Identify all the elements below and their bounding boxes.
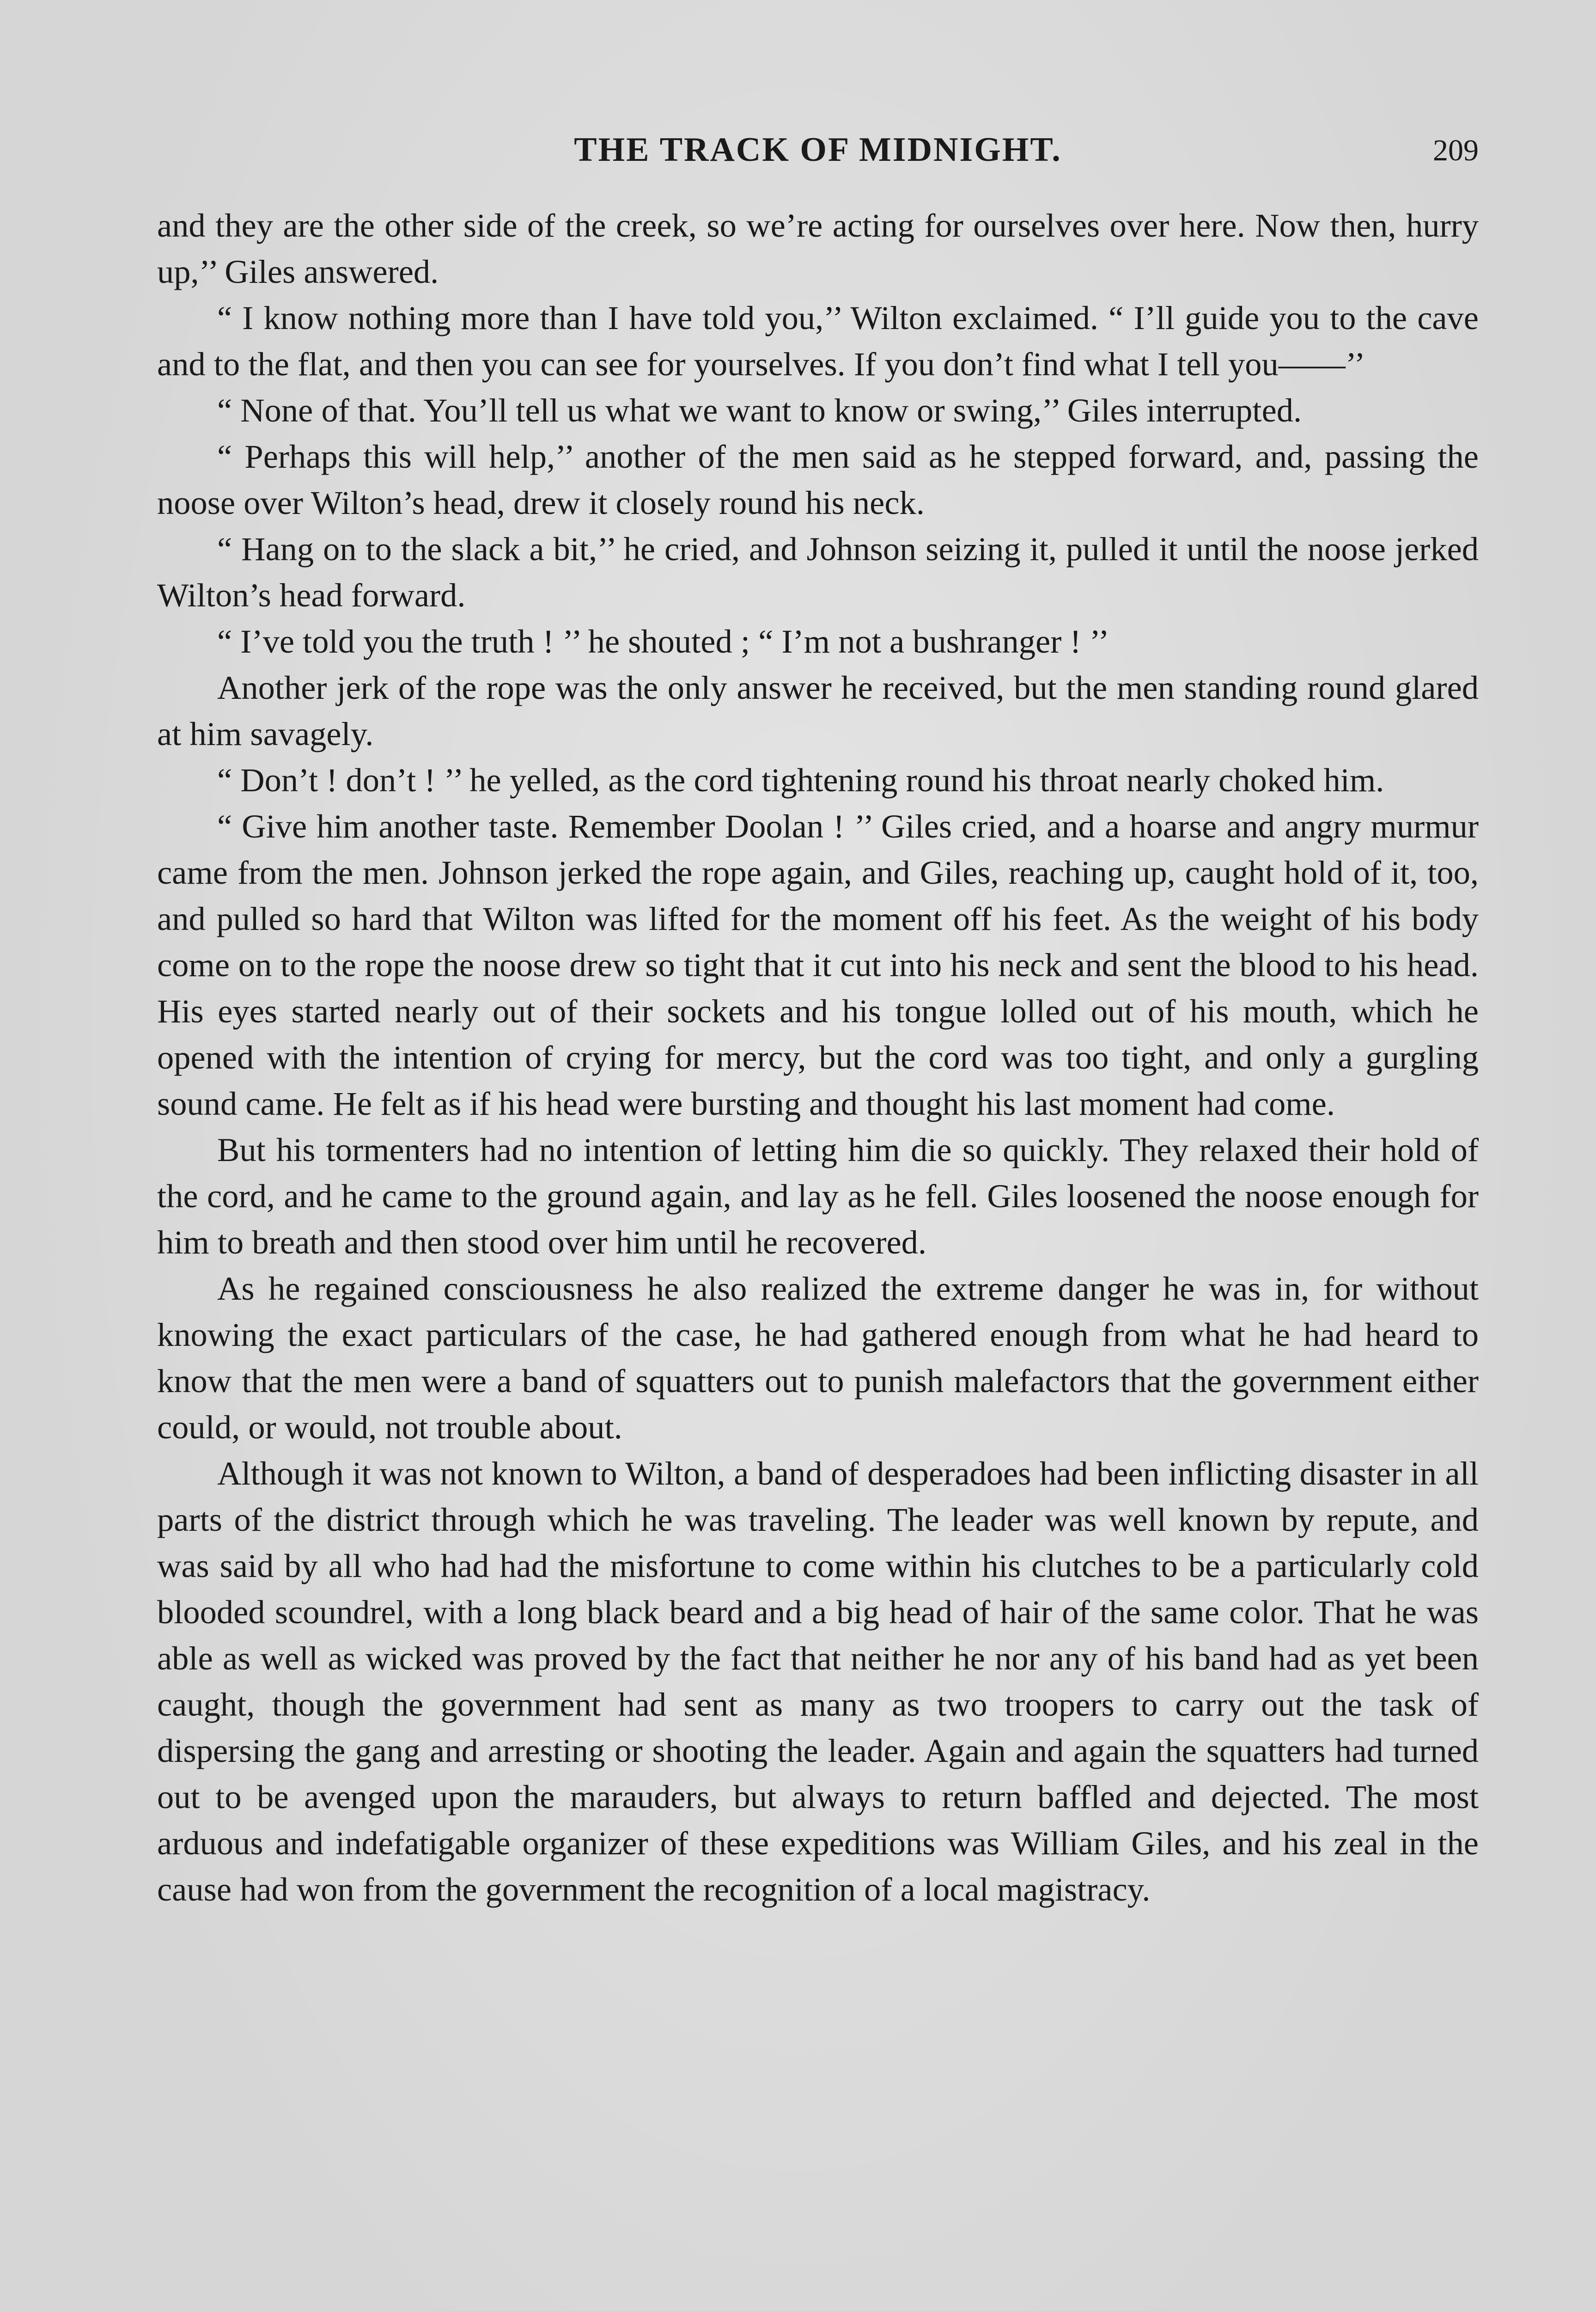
running-title: THE TRACK OF MIDNIGHT.: [574, 131, 1062, 169]
running-head: [157, 130, 1479, 181]
paragraph: “ Hang on to the slack a bit,’’ he cried, and Johnson seizing it, pulled it until the noose jerked Wilton’s head forward.: [157, 530, 1479, 614]
paragraph: “ Give him another taste. Remember Doolan ! ’’ Giles cried, and a hoarse and angry murmur came from the men. Johnson jerked the rope again, and Giles, reaching up, caught hold of it, too, and pulled so hard that Wilton was lifted for the moment off his feet. As the weight of his body come on to the rope the noose drew so tight that it cut into his neck and sent the blood to his head. His eyes started nearly out of their sockets and his tongue lolled out of his mouth, which he opened with the intention of crying for mercy, but the cord was too tight, and only a gurgling sound came. He felt as if his head were bursting and thought his last moment had come.: [157, 807, 1479, 1122]
paragraph: But his tormenters had no intention of letting him die so quickly. They relaxed their hold of the cord, and he came to the ground again, and lay as he fell. Giles loosened the noose enough for him to breath and then stood over him until he recovered.: [157, 1131, 1479, 1261]
paragraph: and they are the other side of the creek, so we’re acting for ourselves over here. Now then, hurry up,’’ Giles answered.: [157, 207, 1479, 290]
body-text: [157, 202, 1479, 1913]
paragraph: “ Perhaps this will help,’’ another of the men said as he stepped forward, and, passing the noose over Wilton’s head, drew it closely round his neck.: [157, 438, 1479, 521]
paragraph: “ None of that. You’ll tell us what we want to know or swing,’’ Giles interrupted.: [217, 391, 1302, 429]
paragraph: Another jerk of the rope was the only answer he received, but the men standing round glared at him savagely.: [157, 669, 1479, 752]
paragraph: “ I know nothing more than I have told you,’’ Wilton exclaimed. “ I’ll guide you to the cave and to the flat, and then you can see for yourselves. If you don’t find what I tell you——’’: [157, 299, 1479, 383]
paragraph: “ I’ve told you the truth ! ’’ he shouted ; “ I’m not a bushranger ! ’’: [217, 623, 1109, 660]
paragraph: Although it was not known to Wilton, a band of desperadoes had been inflicting disaster in all parts of the district through which he was traveling. The leader was well known by repute, and was said by all who had had the misfortune to come within his clutches to be a particularly cold blooded scoundrel, with a long black beard and a big head of hair of the same color. That he was able as well as wicked was proved by the fact that neither he nor any of his band had as yet been caught, though the government had sent as many as two troopers to carry out the task of dispersing the gang and arresting or shooting the leader. Again and again the squatters had turned out to be avenged upon the marauders, but always to return baffled and dejected. The most arduous and indefatigable organizer of these expeditions was William Giles, and his zeal in the cause had won from the government the recognition of a local magistracy.: [157, 1455, 1479, 1908]
page-number: 209: [1433, 134, 1479, 167]
paragraph: As he regained consciousness he also realized the extreme danger he was in, for without knowing the exact particulars of the case, he had gathered enough from what he had heard to know that the men were a band of squatters out to punish malefactors that the government either could, or would, not trouble about.: [157, 1270, 1479, 1446]
paragraph: “ Don’t ! don’t ! ’’ he yelled, as the cord tightening round his throat nearly choked him.: [217, 761, 1384, 799]
